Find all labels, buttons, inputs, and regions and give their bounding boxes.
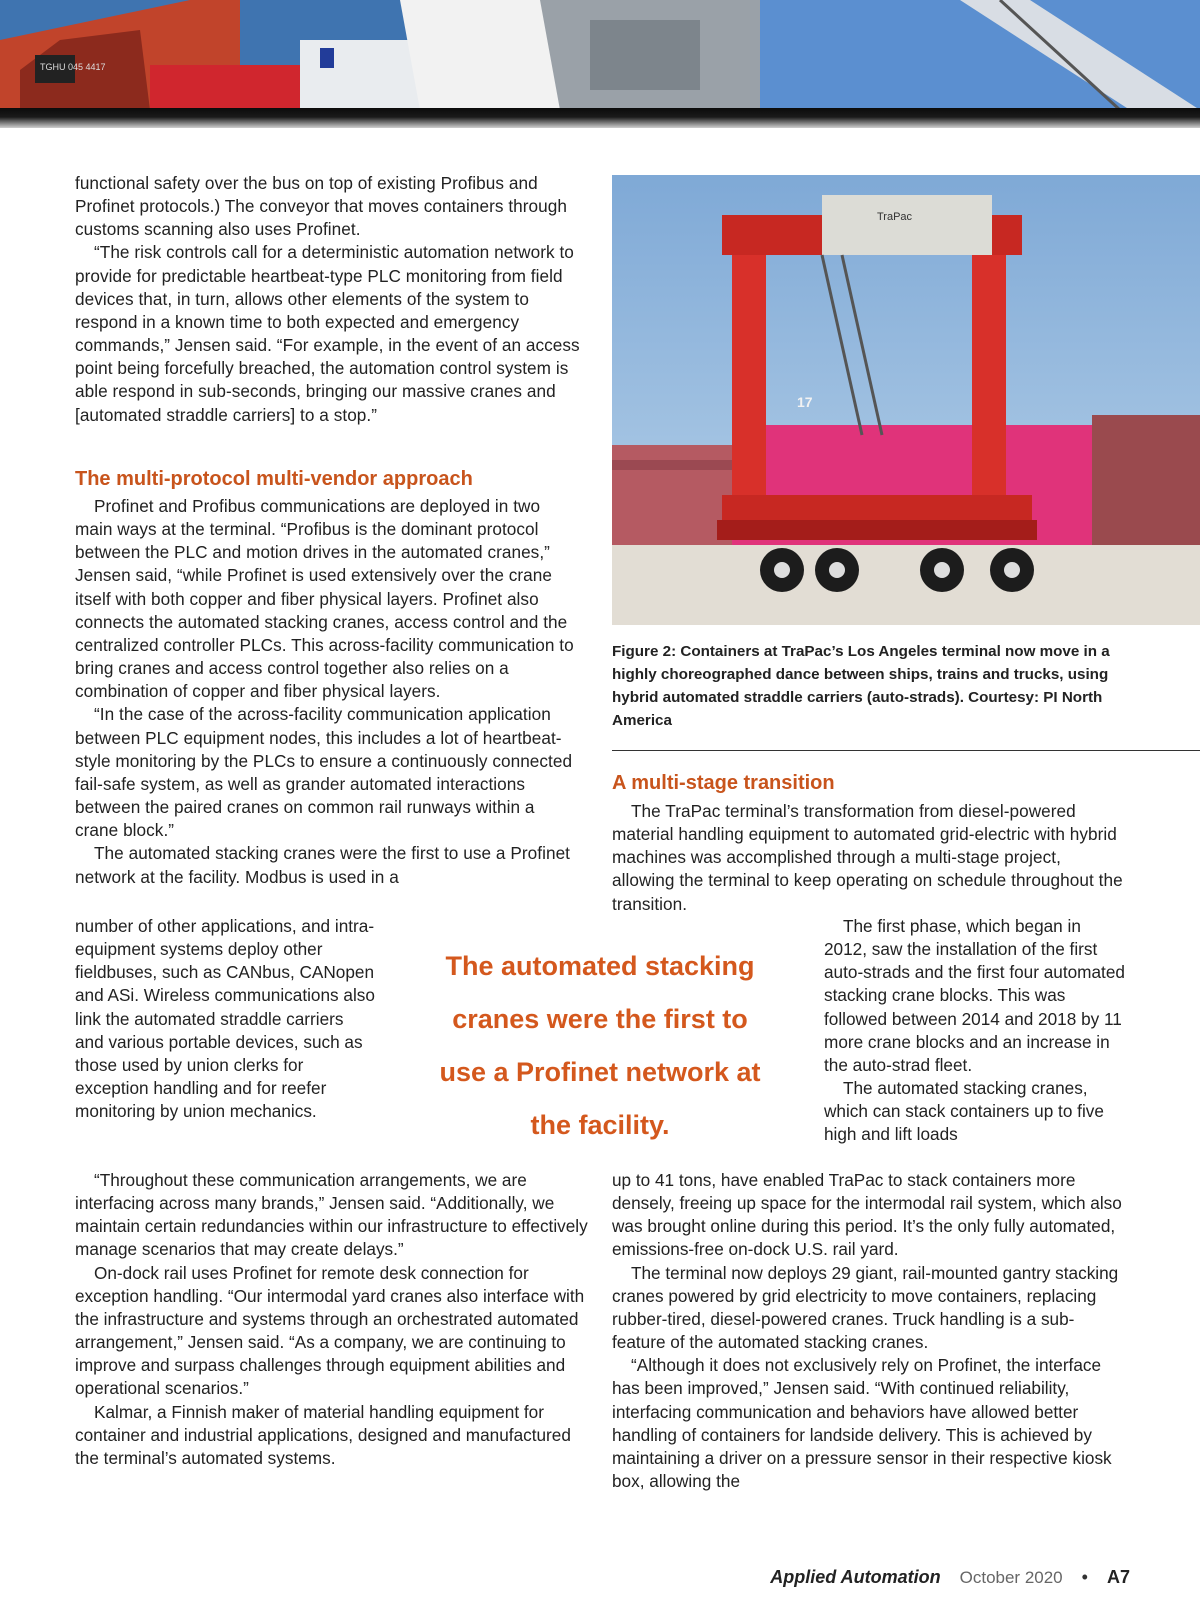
carrier-number: 17 <box>797 394 813 410</box>
section-heading: A multi-stage transition <box>612 772 835 794</box>
right-wrap-text <box>824 915 1127 1147</box>
container-code: TGHU 045 4417 <box>40 62 106 72</box>
divider <box>612 750 1200 751</box>
page-footer <box>770 1567 1130 1588</box>
banner-photo <box>0 0 1200 128</box>
paragraph: number of other applications, and intra-equipment systems deploy other fieldbuses, such as CANbus, CANopen and ASi. Wireless communications also link the automated straddle carriers and various portable devices, such as those used by union clerks for exception handling and for reefer monitoring by union mechanics. <box>75 916 375 1122</box>
paragraph: “In the case of the across-facility communication application between PLC equipment nodes, this includes a lot of heartbeat-style monitoring by the PLCs to ensure a continuously connected fail-safe system, as well as grander automated interactions between the paired cranes on common rail runways within a crane block.” <box>75 704 573 841</box>
paragraph: The automated stacking cranes, which can stack containers up to five high and lift loads <box>824 1078 1104 1145</box>
section-heading: The multi-protocol multi-vendor approach <box>75 468 473 490</box>
issue-date: October 2020 <box>959 1568 1063 1587</box>
paragraph: Profinet and Profibus communications are deployed in two main ways at the terminal. “Profibus is the dominant protocol between the PLC and motion drives in the automated cranes,” Jensen said, “while Profinet is used extensively over the crane itself with both copper and fiber physical layers. Profinet also connects the automated stacking cranes, access control and the centralized controller PLCs. This across-facility communication to bring cranes and access control together also relies on a combination of copper and fiber physical layers. <box>75 496 574 702</box>
right-bottom-text <box>612 1169 1127 1493</box>
paragraph: The automated stacking cranes were the first to use a Profinet network at the facility. Modbus is used in a <box>75 843 570 887</box>
figure-photo <box>612 175 1200 625</box>
paragraph: up to 41 tons, have enabled TraPac to stack containers more densely, freeing up space for the intermodal rail system, which also was brought online during this period. It’s the only fully automated, emissions-free on-dock U.S. rail yard. <box>612 1170 1122 1260</box>
paragraph: “The risk controls call for a deterministic automation network to provide for predictable heartbeat-type PLC monitoring from field devices that, in turn, allows other elements of the system to respond in a known time to both expected and emergency commands,” Jensen said. “For example, in the event of an access point being forcefully breached, the automation control system is able respond in sub-seconds, bringing our massive cranes and [automated straddle carriers] to a stop.” <box>75 242 580 425</box>
paragraph: The TraPac terminal’s transformation from diesel-powered material handling equipment to automated grid-electric with hybrid machines was accomplished through a multi-stage project, allowing the terminal to keep operating on schedule throughout the transition. <box>612 801 1123 914</box>
paragraph: The first phase, which began in 2012, saw the installation of the first auto-strads and the first four automated stacking crane blocks. This was followed between 2014 and 2018 by 11 more crane blocks and an increase in the auto-strad fleet. <box>824 916 1125 1075</box>
left-column-section <box>75 495 580 889</box>
left-column <box>75 172 580 427</box>
right-column-intro <box>612 800 1127 916</box>
page-number: A7 <box>1106 1567 1130 1587</box>
paragraph: On-dock rail uses Profinet for remote desk connection for exception handling. “Our intermodal yard cranes also interface with the infrastructure and systems through an orchestrated automated arrangement,” Jensen said. “As a company, we are continuing to improve and surpass challenges through equipment abilities and operational scenarios.” <box>75 1262 585 1399</box>
paragraph: Kalmar, a Finnish maker of material handling equipment for container and industrial applications, designed and manufactured the terminal’s automated systems. <box>75 1401 571 1468</box>
left-bottom-text <box>75 1169 590 1470</box>
straddle-carrier-illustration <box>612 175 1200 625</box>
paragraph: functional safety over the bus on top of existing Profibus and Profinet protocols.) The conveyor that moves containers through customs scanning also uses Profinet. <box>75 173 567 240</box>
paragraph: “Although it does not exclusively rely on Profinet, the interface has been improved,” Jensen said. “With continued reliability, interfacing communication and behaviors have allowed better handling of containers for landside delivery. This is achieved by maintaining a driver on a pressure sensor in their respective kiosk box, allowing the <box>612 1355 1112 1492</box>
figure-caption: Figure 2: Containers at TraPac’s Los Angeles terminal now move in a highly choreographed dance between ships, trains and trucks, using hybrid automated straddle carriers (auto-strads). Courtesy: PI North America <box>612 643 1110 729</box>
footer-separator: • <box>1081 1567 1088 1587</box>
carrier-label: TraPac <box>877 211 913 223</box>
paragraph: The terminal now deploys 29 giant, rail-mounted gantry stacking cranes powered by grid electricity to move containers, replacing rubber-tired, diesel-powered cranes. Truck handling is a sub-feature of the automated stacking cranes. <box>612 1262 1119 1353</box>
left-wrap-text <box>75 915 375 1123</box>
banner-shadow <box>0 108 1200 128</box>
paragraph: “Throughout these communication arrangements, we are interfacing across many brands,” Jensen said. “Additionally, we maintain certain redundancies within our infrastructure to effectively manage scenarios that may create delays.” <box>75 1170 588 1260</box>
publication-name: Applied Automation <box>770 1567 941 1587</box>
pull-quote: The automated stacking cranes were the first to use a Profinet network at the facility. <box>439 951 761 1140</box>
